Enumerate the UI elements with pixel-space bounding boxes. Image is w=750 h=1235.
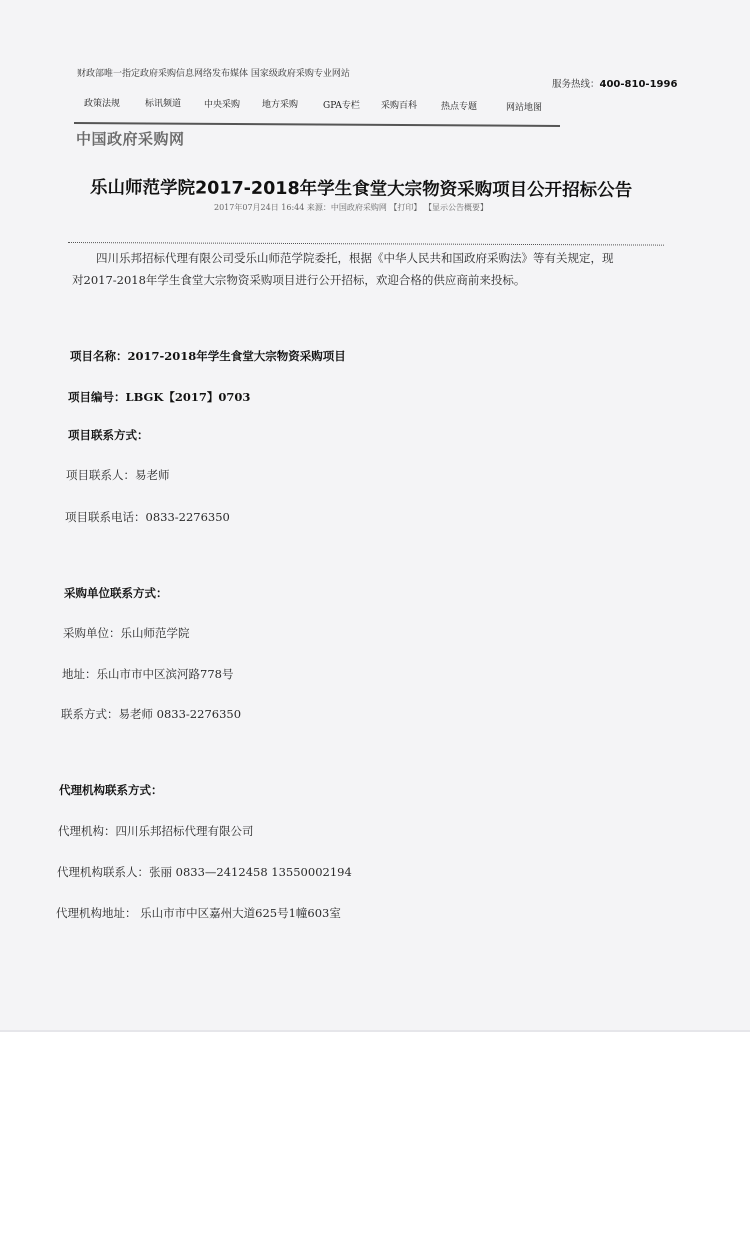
site-tagline: 财政部唯一指定政府采购信息网络发布媒体 国家级政府采购专业网站 [77, 69, 350, 79]
notice-title: 乐山师范学院2017-2018年学生食堂大宗物资采购项目公开招标公告 [89, 178, 633, 201]
hotline-number: 400-810-1996 [599, 79, 678, 90]
project-name: 项目名称：2017-2018年学生食堂大宗物资采购项目 [70, 349, 346, 363]
project-contact-heading: 项目联系方式： [68, 428, 149, 442]
intro-line-1: 四川乐邦招标代理有限公司受乐山师范学院委托，根据《中华人民共和国政府采购法》等有关规定，现 [96, 251, 614, 265]
nav-item-central[interactable]: 中央采购 [204, 100, 241, 110]
project-contact-phone: 项目联系电话：0833-2276350 [65, 510, 230, 524]
nav-item-gpa[interactable]: GPA专栏 [323, 101, 360, 111]
site-logo: 中国政府采购网 [76, 130, 185, 148]
purchaser-address: 地址：乐山市市中区滨河路778号 [62, 667, 234, 681]
agency-contact: 代理机构联系人：张丽 0833—2412458 13550002194 [57, 865, 352, 879]
nav-item-bidding[interactable]: 标讯频道 [145, 99, 182, 109]
purchaser-contact: 联系方式：易老师 0833-2276350 [61, 707, 242, 721]
hotline-label: 服务热线： [552, 79, 600, 90]
agency-name: 代理机构：四川乐邦招标代理有限公司 [58, 824, 254, 838]
nav-item-local[interactable]: 地方采购 [262, 100, 299, 110]
purchaser-unit: 采购单位：乐山师范学院 [63, 626, 190, 640]
nav-item-sitemap[interactable]: 网站地图 [506, 103, 543, 113]
notice-meta: 2017年07月24日 16:44 来源：中国政府采购网 【打印】 【显示公告概要】 [214, 203, 488, 212]
nav-item-hot-topics[interactable]: 热点专题 [441, 102, 478, 112]
project-contact-person: 项目联系人：易老师 [66, 468, 170, 482]
notice-intro [72, 247, 672, 291]
nav-item-policy[interactable]: 政策法规 [84, 99, 121, 109]
service-hotline [552, 76, 677, 90]
agency-heading: 代理机构联系方式： [59, 783, 163, 797]
agency-address: 代理机构地址： 乐山市市中区嘉州大道625号1幢603室 [56, 906, 341, 920]
intro-line-2: 对2017-2018年学生食堂大宗物资采购项目进行公开招标，欢迎合格的供应商前来投标。 [72, 273, 526, 287]
nav-item-wiki[interactable]: 采购百科 [381, 101, 418, 111]
purchaser-heading: 采购单位联系方式： [64, 586, 168, 600]
page-edge [0, 1030, 750, 1032]
project-number: 项目编号：LBGK【2017】0703 [68, 390, 251, 404]
